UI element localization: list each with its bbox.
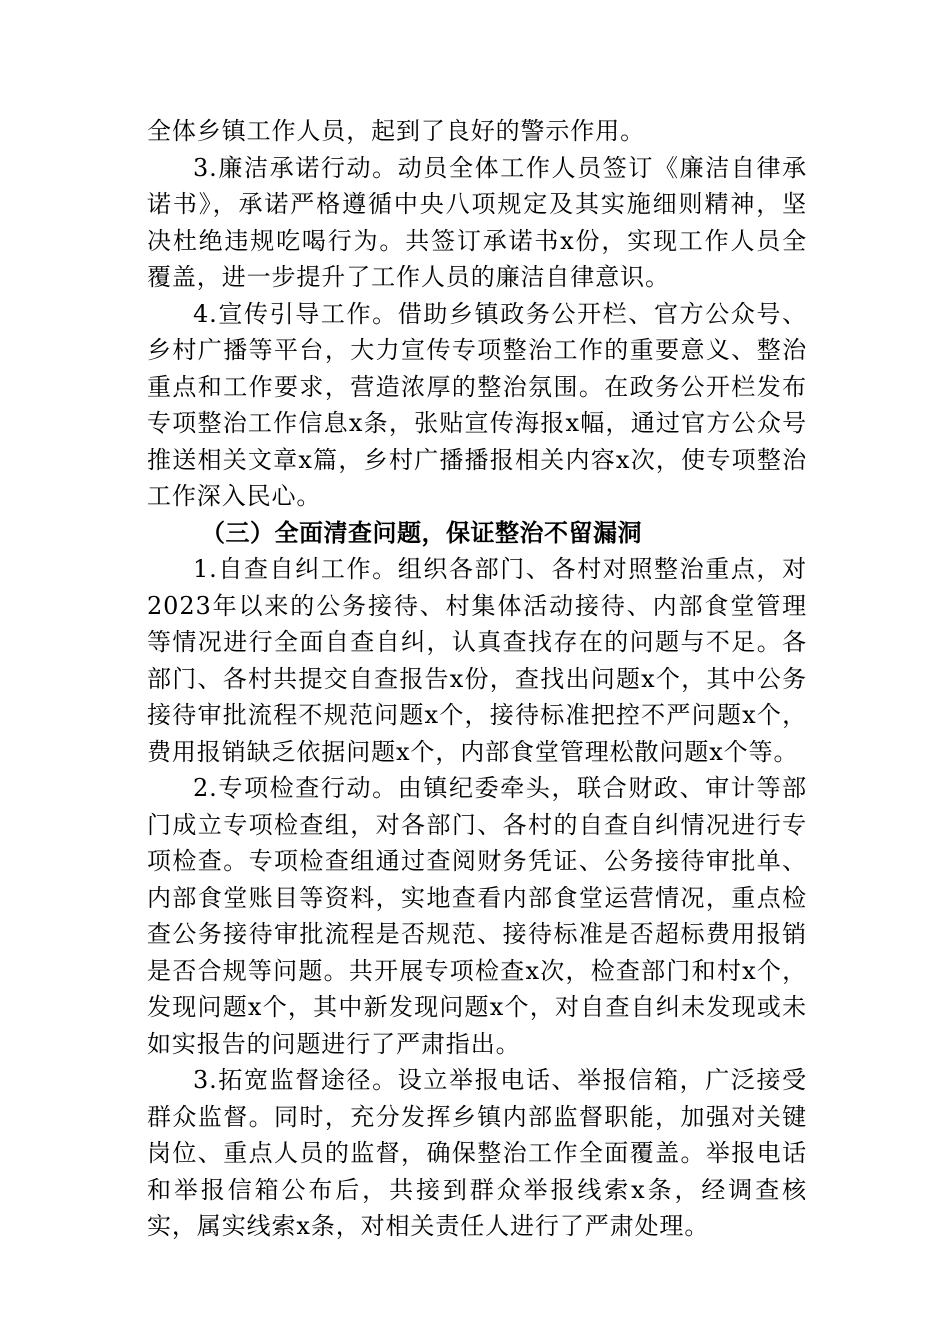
paragraph-integrity-pledge: 3.廉洁承诺行动。动员全体工作人员签订《廉洁自律承诺书》，承诺严格遵循中央八项规定及其实施细则精神，坚决杜绝违规吃喝行为。共签订承诺书x份，实现工作人员全覆盖，进一步提升了工作人员的廉洁自律意识。 <box>147 153 807 291</box>
section-heading-3: （三）全面清查问题，保证整治不留漏洞 <box>201 517 642 547</box>
document-body <box>147 113 807 1245</box>
paragraph-special-inspection: 2.专项检查行动。由镇纪委牵头，联合财政、审计等部门成立专项检查组，对各部门、各村的自查自纠情况进行专项检查。专项检查组通过查阅财务凭证、公务接待审批单、内部食堂账目等资料，实地查看内部食堂运营情况，重点检查公务接待审批流程是否规范、接待标准是否超标费用报销是否合规等问题。共开展专项检查x次，检查部门和村x个，发现问题x个，其中新发现问题x个，对自查自纠未发现或未如实报告的问题进行了严肃指出。 <box>147 774 807 1058</box>
paragraph-self-inspection: 1.自查自纠工作。组织各部门、各村对照整治重点，对2023年以来的公务接待、村集体活动接待、内部食堂管理等情况进行全面自查自纠，认真查找存在的问题与不足。各部门、各村共提交自查报告x份，查找出问题x个，其中公务接待审批流程不规范问题x个，接待标准把控不严问题x个，费用报销缺乏依据问题x个，内部食堂管理松散问题x个等。 <box>147 555 807 766</box>
paragraph-continuation: 全体乡镇工作人员，起到了良好的警示作用。 <box>147 117 645 145</box>
paragraph-supervision-channels: 3.拓宽监督途径。设立举报电话、举报信箱，广泛接受群众监督。同时，充分发挥乡镇内部监督职能，加强对关键岗位、重点人员的监督，确保整治工作全面覆盖。举报电话和举报信箱公布后，共接到群众举报线索x条，经调查核实，属实线索x条，对相关责任人进行了严肃处理。 <box>147 1066 807 1240</box>
paragraph-publicity: 4.宣传引导工作。借助乡镇政务公开栏、官方公众号、乡村广播等平台，大力宣传专项整治工作的重要意义、整治重点和工作要求，营造浓厚的整治氛围。在政务公开栏发布专项整治工作信息x条，张贴宣传海报x幅，通过官方公众号推送相关文章x篇，乡村广播播报相关内容x次，使专项整治工作深入民心。 <box>147 299 807 510</box>
